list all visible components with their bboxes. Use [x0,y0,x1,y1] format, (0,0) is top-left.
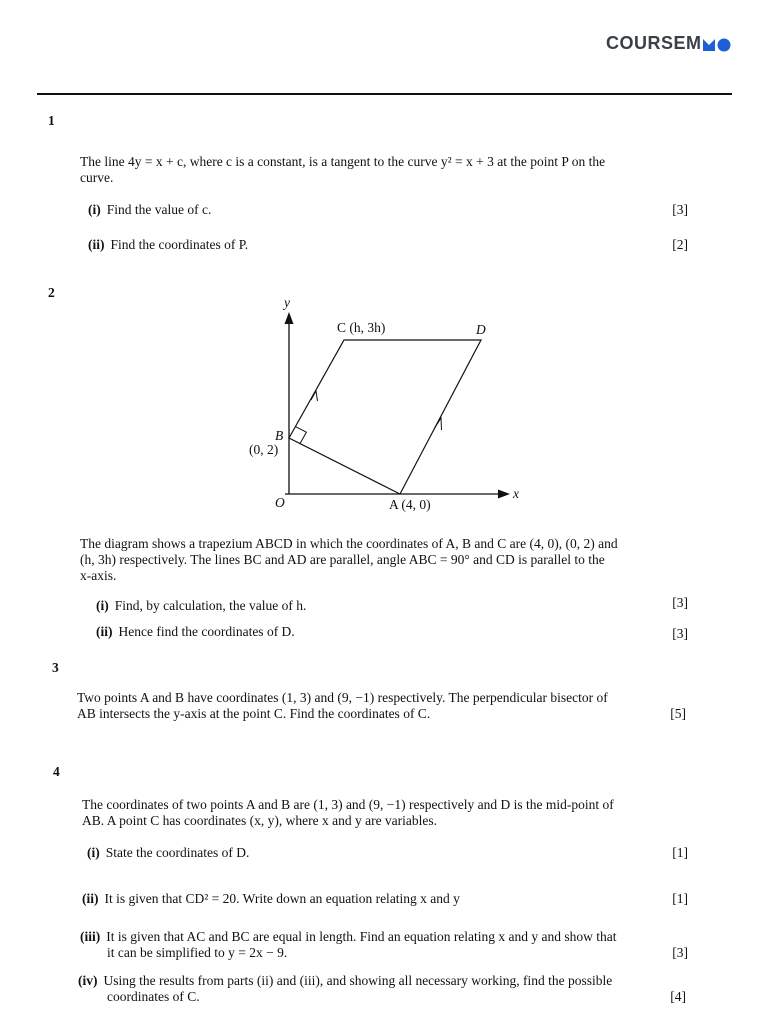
origin-label: O [275,495,285,510]
trapezium-ABCD [289,340,481,494]
point-A-label: A (4, 0) [389,497,431,512]
logo-mark-icon [703,36,731,52]
question-4-part-iv [78,973,690,1005]
part-label: (ii) [96,624,113,639]
right-angle-marker [295,427,306,444]
question-1-intro [80,154,700,186]
part-text: Find, by calculation, the value of h. [114,598,307,613]
question-3-marks: [5] [670,706,686,721]
point-B-coords: (0, 2) [249,442,279,457]
question-1-part-ii [88,237,248,253]
question-2-intro [80,536,700,584]
question-2-intro-line1: The diagram shows a trapezium ABCD in which the coordinates of A, B and C are (4, 0), (0, 2) and [80,536,618,551]
question-4-number: 4 [53,764,60,779]
question-3-line2: AB intersects the y-axis at the point C. Find the coordinates of C. [77,706,431,721]
part-text: It is given that CD² = 20. Write down an equation relating x and y [104,891,460,906]
question-2-part-ii [96,624,295,640]
question-1-part-ii-marks: [2] [672,237,688,252]
question-4-part-ii [82,891,460,907]
question-4-part-ii-marks: [1] [672,891,688,906]
point-D-label: D [476,322,486,337]
part-text: State the coordinates of D. [105,845,250,860]
part-label: (iv) [78,973,98,988]
question-3-text [77,690,697,722]
y-axis-label: y [284,295,290,310]
part-text-continued: coordinates of C. [107,989,200,1004]
part-text: Find the coordinates of P. [110,237,249,252]
part-label: (i) [96,598,109,613]
question-3-line1: Two points A and B have coordinates (1, 3) and (9, −1) respectively. The perpendicular bisector of [77,690,608,705]
question-1-part-i [88,202,211,218]
y-axis-arrow-icon [285,312,294,324]
question-4-intro [82,797,702,829]
question-2-number: 2 [48,285,55,300]
question-1-intro-line2: curve. [80,170,114,185]
question-2-intro-line2: (h, 3h) respectively. The lines BC and AD are parallel, angle ABC = 90° and CD is parallel to the [80,552,605,567]
part-label: (i) [88,202,101,217]
question-2-intro-line3: x-axis. [80,568,117,583]
question-3-number: 3 [52,660,59,675]
question-4-part-iii [80,929,680,961]
courseme-logo [606,33,731,54]
part-text: Find the value of c. [106,202,212,217]
question-1-part-i-marks: [3] [672,202,688,217]
question-1-intro-line1: The line 4y = x + c, where c is a constant, is a tangent to the curve y² = x + 3 at the point P on the [80,154,606,169]
question-4-part-i-marks: [1] [672,845,688,860]
part-label: (ii) [82,891,99,906]
part-label: (ii) [88,237,105,252]
question-4-part-iv-marks: [4] [670,989,686,1004]
header-rule [37,93,732,95]
question-4-intro-line2: AB. A point C has coordinates (x, y), where x and y are variables. [82,813,438,828]
question-2-part-ii-marks: [3] [672,626,688,641]
trapezium-diagram [240,290,530,515]
logo-text: COURSEM [606,33,702,53]
x-axis-arrow-icon [498,490,510,499]
question-4-part-i [87,845,249,861]
question-4-part-iii-marks: [3] [672,945,688,960]
question-2-part-i-marks: [3] [672,595,688,610]
part-text-continued: it can be simplified to y = 2x − 9. [107,945,288,960]
point-B-label: B [275,428,284,443]
point-C-label: C (h, 3h) [337,320,386,335]
part-label: (iii) [80,929,101,944]
part-text: Hence find the coordinates of D. [118,624,295,639]
part-text: It is given that AC and BC are equal in length. Find an equation relating x and y and show that [106,929,617,944]
question-2-part-i [96,598,306,614]
part-label: (i) [87,845,100,860]
question-1-number: 1 [48,113,55,128]
question-4-intro-line1: The coordinates of two points A and B are (1, 3) and (9, −1) respectively and D is the mid-point of [82,797,614,812]
x-axis-label: x [513,486,519,501]
part-text: Using the results from parts (ii) and (iii), and showing all necessary working, find the possible [103,973,613,988]
